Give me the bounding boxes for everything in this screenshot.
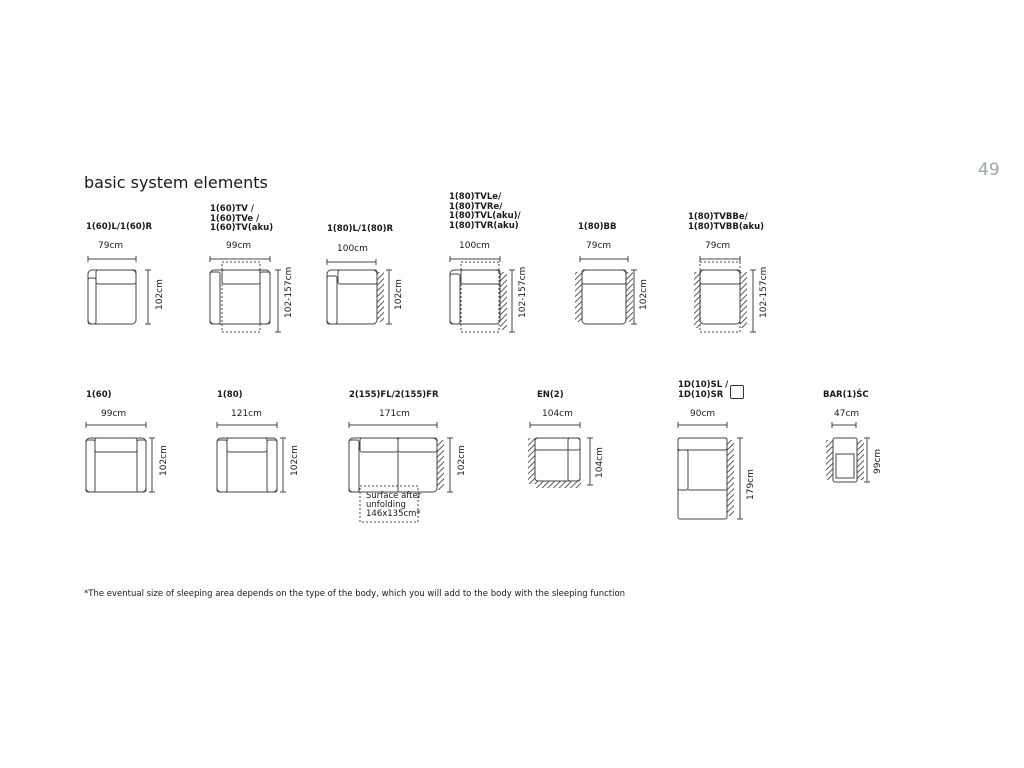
width-label: 104cm — [542, 409, 573, 419]
module-1-80-BB — [575, 270, 633, 324]
module-1-80 — [217, 438, 277, 492]
element-code: 1(80)TVBBe/ 1(80)TVBB(aku) — [688, 212, 765, 232]
width-label: 79cm — [705, 241, 731, 251]
depth-label: 102cm — [159, 445, 169, 476]
element-code: 1(60) — [86, 390, 112, 400]
module-1D-10-SL — [678, 438, 734, 519]
element-code: BAR(1)ŚC — [823, 390, 869, 400]
page-title: basic system elements — [84, 173, 268, 192]
depth-label: 102-157cm — [759, 266, 769, 318]
depth-label: 102-157cm — [518, 266, 528, 318]
depth-label: 99cm — [873, 448, 883, 474]
module-1-60-TV — [210, 262, 270, 332]
depth-label: 102cm — [394, 279, 404, 310]
width-label: 90cm — [690, 409, 716, 419]
dimension-lines-row2 — [86, 422, 870, 519]
depth-label: 102cm — [155, 279, 165, 310]
width-label: 100cm — [337, 244, 368, 254]
module-BAR-1-SC — [826, 438, 864, 482]
width-label: 79cm — [586, 241, 612, 251]
module-1-80-TVBB — [694, 262, 747, 332]
element-code: 1(80)L/1(80)R — [327, 224, 394, 234]
depth-label: 102cm — [457, 445, 467, 476]
page-number: 49 — [978, 160, 1000, 180]
dimension-lines-row1 — [88, 256, 756, 332]
width-label: 99cm — [226, 241, 252, 251]
module-EN-2 — [528, 438, 581, 488]
module-1-60 — [86, 438, 146, 492]
depth-label: 104cm — [595, 447, 605, 478]
width-label: 99cm — [101, 409, 127, 419]
footnote: *The eventual size of sleeping area depends on the type of the body, which you will add to the body with the sleeping function — [84, 589, 626, 599]
element-code: 1D(10)SL / 1D(10)SR — [678, 380, 729, 400]
module-1-80-L — [327, 270, 384, 324]
depth-label: 179cm — [746, 469, 756, 500]
module-1-80-TVL — [450, 262, 507, 332]
depth-label: 102cm — [290, 445, 300, 476]
module-2-155-FL — [349, 438, 444, 522]
width-label: 121cm — [231, 409, 262, 419]
element-code: 1(60)TV / 1(60)TVe / 1(60)TV(aku) — [210, 204, 274, 233]
depth-label: 102cm — [639, 279, 649, 310]
width-label: 100cm — [459, 241, 490, 251]
element-code: 1(60)L/1(60)R — [86, 222, 153, 232]
surface-note: Surface after unfolding 146x135cm* — [366, 491, 422, 519]
width-label: 171cm — [379, 409, 410, 419]
width-label: 79cm — [98, 241, 124, 251]
element-code: EN(2) — [537, 390, 564, 400]
element-code: 1(80) — [217, 390, 243, 400]
module-1-60-L — [88, 270, 136, 324]
depth-label: 102-157cm — [284, 266, 294, 318]
element-code: 1(80)TVLe/ 1(80)TVRe/ 1(80)TVL(aku)/ 1(80)TVR(aku) — [449, 192, 521, 231]
width-label: 47cm — [834, 409, 860, 419]
element-code: 1(80)BB — [578, 222, 617, 232]
element-code: 2(155)FL/2(155)FR — [349, 390, 439, 400]
